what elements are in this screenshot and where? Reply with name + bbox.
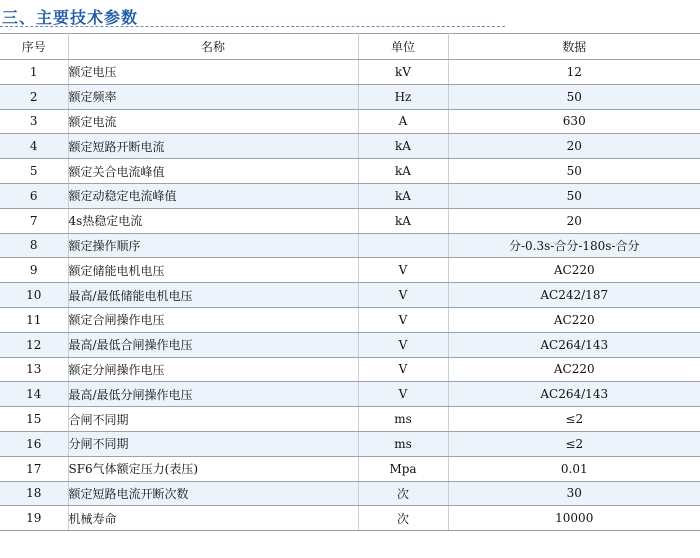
parameter-name: 分闸不同期 bbox=[68, 431, 358, 456]
parameter-unit: kA bbox=[358, 183, 448, 208]
table-row bbox=[0, 357, 700, 382]
table-row bbox=[0, 233, 700, 258]
table-row bbox=[0, 183, 700, 208]
technical-parameters-table bbox=[0, 33, 700, 531]
parameter-unit: kA bbox=[358, 208, 448, 233]
parameter-unit: kA bbox=[358, 134, 448, 159]
parameter-unit: V bbox=[358, 382, 448, 407]
parameter-name: 额定关合电流峰值 bbox=[68, 159, 358, 184]
row-number: 4 bbox=[0, 134, 68, 159]
parameter-unit: Mpa bbox=[358, 456, 448, 481]
row-number: 18 bbox=[0, 481, 68, 506]
parameter-value: AC264/143 bbox=[448, 382, 700, 407]
parameter-name: 额定合闸操作电压 bbox=[68, 307, 358, 332]
parameter-name: 额定频率 bbox=[68, 84, 358, 109]
parameter-unit bbox=[358, 233, 448, 258]
parameter-value: AC264/143 bbox=[448, 332, 700, 357]
row-number: 17 bbox=[0, 456, 68, 481]
parameter-value: AC220 bbox=[448, 307, 700, 332]
header-name: 名称 bbox=[68, 34, 358, 60]
row-number: 15 bbox=[0, 407, 68, 432]
row-number: 16 bbox=[0, 431, 68, 456]
table-row bbox=[0, 159, 700, 184]
table-row bbox=[0, 109, 700, 134]
parameter-unit: 次 bbox=[358, 506, 448, 531]
table-row bbox=[0, 456, 700, 481]
row-number: 9 bbox=[0, 258, 68, 283]
table-row bbox=[0, 258, 700, 283]
parameter-unit: 次 bbox=[358, 481, 448, 506]
parameter-value: ≤2 bbox=[448, 431, 700, 456]
table-row bbox=[0, 134, 700, 159]
row-number: 6 bbox=[0, 183, 68, 208]
parameter-value: 10000 bbox=[448, 506, 700, 531]
table-row bbox=[0, 481, 700, 506]
parameter-unit: V bbox=[358, 307, 448, 332]
parameter-name: 额定短路开断电流 bbox=[68, 134, 358, 159]
parameter-value: 0.01 bbox=[448, 456, 700, 481]
row-number: 14 bbox=[0, 382, 68, 407]
table-row bbox=[0, 407, 700, 432]
parameter-name: 额定动稳定电流峰值 bbox=[68, 183, 358, 208]
row-number: 2 bbox=[0, 84, 68, 109]
parameter-unit: kV bbox=[358, 60, 448, 85]
parameter-unit: ms bbox=[358, 407, 448, 432]
parameter-value: 30 bbox=[448, 481, 700, 506]
parameter-value: 630 bbox=[448, 109, 700, 134]
row-number: 1 bbox=[0, 60, 68, 85]
parameter-value: ≤2 bbox=[448, 407, 700, 432]
parameter-unit: V bbox=[358, 258, 448, 283]
row-number: 3 bbox=[0, 109, 68, 134]
parameter-unit: V bbox=[358, 283, 448, 308]
parameter-name: 额定操作顺序 bbox=[68, 233, 358, 258]
parameter-value: 50 bbox=[448, 183, 700, 208]
header-no: 序号 bbox=[0, 34, 68, 60]
title-divider bbox=[0, 26, 505, 27]
parameter-unit: V bbox=[358, 357, 448, 382]
header-unit: 单位 bbox=[358, 34, 448, 60]
parameter-value: 20 bbox=[448, 208, 700, 233]
parameter-value: 12 bbox=[448, 60, 700, 85]
parameter-name: 最高/最低分闸操作电压 bbox=[68, 382, 358, 407]
parameter-value: AC220 bbox=[448, 258, 700, 283]
section-title: 三、主要技术参数 bbox=[2, 8, 139, 27]
parameter-value: 20 bbox=[448, 134, 700, 159]
parameter-name: 最高/最低储能电机电压 bbox=[68, 283, 358, 308]
parameter-value: 50 bbox=[448, 84, 700, 109]
table-row bbox=[0, 332, 700, 357]
row-number: 5 bbox=[0, 159, 68, 184]
table-row bbox=[0, 431, 700, 456]
parameter-name: 额定电流 bbox=[68, 109, 358, 134]
row-number: 10 bbox=[0, 283, 68, 308]
parameter-unit: kA bbox=[358, 159, 448, 184]
row-number: 7 bbox=[0, 208, 68, 233]
row-number: 12 bbox=[0, 332, 68, 357]
table-row bbox=[0, 60, 700, 85]
table-row bbox=[0, 382, 700, 407]
row-number: 11 bbox=[0, 307, 68, 332]
parameter-unit: A bbox=[358, 109, 448, 134]
table-row bbox=[0, 307, 700, 332]
table-row bbox=[0, 283, 700, 308]
parameter-name: 4s热稳定电流 bbox=[68, 208, 358, 233]
row-number: 19 bbox=[0, 506, 68, 531]
header-value: 数据 bbox=[448, 34, 700, 60]
row-number: 13 bbox=[0, 357, 68, 382]
table-row bbox=[0, 84, 700, 109]
parameter-name: 额定短路电流开断次数 bbox=[68, 481, 358, 506]
parameter-name: 额定储能电机电压 bbox=[68, 258, 358, 283]
table-body bbox=[0, 60, 700, 531]
parameter-name: 额定电压 bbox=[68, 60, 358, 85]
parameter-name: SF6气体额定压力(表压) bbox=[68, 456, 358, 481]
parameter-value: AC242/187 bbox=[448, 283, 700, 308]
parameter-name: 额定分闸操作电压 bbox=[68, 357, 358, 382]
parameter-unit: ms bbox=[358, 431, 448, 456]
row-number: 8 bbox=[0, 233, 68, 258]
parameter-name: 最高/最低合闸操作电压 bbox=[68, 332, 358, 357]
parameter-name: 机械寿命 bbox=[68, 506, 358, 531]
parameter-unit: V bbox=[358, 332, 448, 357]
parameter-name: 合闸不同期 bbox=[68, 407, 358, 432]
table-row bbox=[0, 506, 700, 531]
table-header-row bbox=[0, 34, 700, 60]
table-row bbox=[0, 208, 700, 233]
parameter-value: 分-0.3s-合分-180s-合分 bbox=[448, 233, 700, 258]
parameter-value: 50 bbox=[448, 159, 700, 184]
parameter-value: AC220 bbox=[448, 357, 700, 382]
parameter-unit: Hz bbox=[358, 84, 448, 109]
